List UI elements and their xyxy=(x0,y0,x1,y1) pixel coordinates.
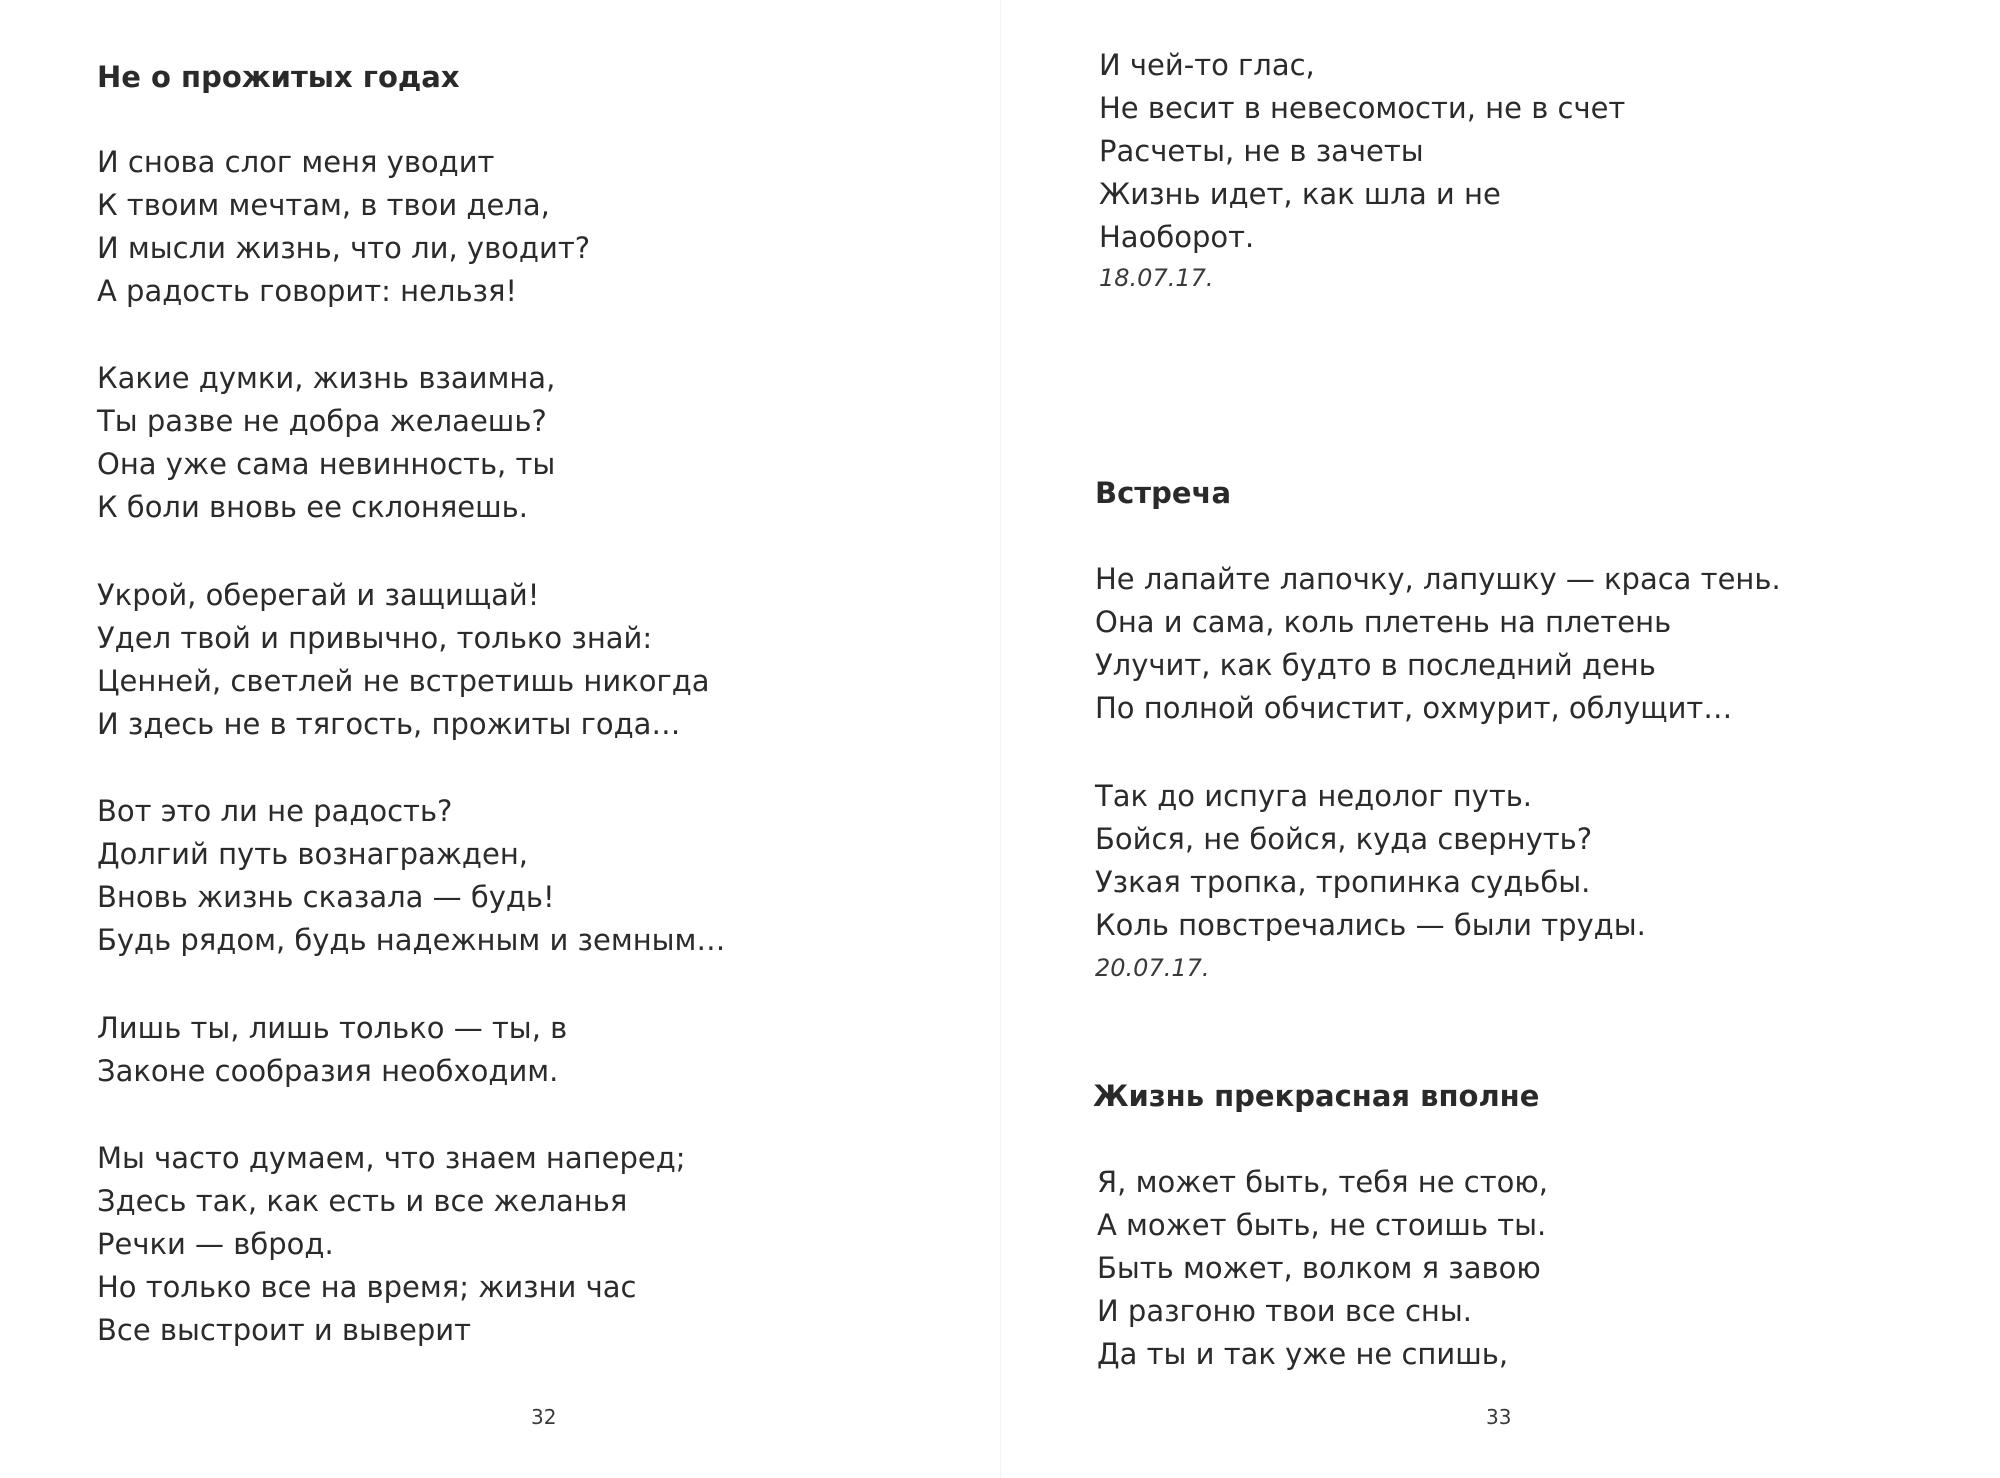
stanza xyxy=(97,1137,686,1352)
poem-date: 20.07.17. xyxy=(1095,954,1210,982)
poem-line: Она уже сама невинность, ты xyxy=(97,447,556,481)
poem-line: Лишь ты, лишь только — ты, в xyxy=(97,1011,568,1045)
poem-line: Не лапайте лапочку, лапушку — краса тень. xyxy=(1095,562,1781,596)
poem-line: Законе сообразия необходим. xyxy=(97,1054,559,1088)
poem-line: Узкая тропка, тропинка судьбы. xyxy=(1095,865,1591,899)
poem-line: И снова слог меня уводит xyxy=(97,145,495,179)
poem-line: Здесь так, как есть и все желанья xyxy=(97,1184,628,1218)
poem-line: Так до испуга недолог путь. xyxy=(1095,779,1533,813)
poem-line: Какие думки, жизнь взаимна, xyxy=(97,361,556,395)
poem-line: Речки — вброд. xyxy=(97,1227,334,1261)
stanza xyxy=(1095,775,1646,947)
poem-line: А может быть, не стоишь ты. xyxy=(1097,1208,1547,1242)
poem-line: И разгоню твои все сны. xyxy=(1097,1294,1472,1328)
poem-title: Жизнь прекрасная вполне xyxy=(1093,1079,1540,1113)
poem-line: Укрой, оберегай и защищай! xyxy=(97,578,540,612)
stanza xyxy=(97,141,590,313)
stanza xyxy=(97,790,725,962)
poem-line: Вот это ли не радость? xyxy=(97,794,453,828)
poem-line: И мысли жизнь, что ли, уводит? xyxy=(97,231,591,265)
poem-line: Вновь жизнь сказала — будь! xyxy=(97,880,555,914)
poem-line: Удел твой и привычно, только знай: xyxy=(97,621,653,655)
poem-line: Долгий путь вознагражден, xyxy=(97,837,529,871)
poem-line: Ты разве не добра желаешь? xyxy=(97,404,547,438)
stanza xyxy=(97,357,555,529)
stanza xyxy=(1099,44,1625,259)
poem-line: А радость говорит: нельзя! xyxy=(97,274,518,308)
stanza xyxy=(97,574,710,746)
stanza xyxy=(1097,1161,1548,1376)
poem-line: И чей-то глас, xyxy=(1099,48,1315,82)
poem-line: Быть может, волком я завою xyxy=(1097,1251,1541,1285)
poem-line: И здесь не в тягость, прожиты года… xyxy=(97,707,681,741)
poem-line: По полной обчистит, охмурит, облущит… xyxy=(1095,691,1733,725)
poem-line: Наоборот. xyxy=(1099,220,1255,254)
poem-line: Улучит, как будто в последний день xyxy=(1095,648,1656,682)
poem-line: Бойся, не бойся, куда свернуть? xyxy=(1095,822,1593,856)
poem-line: Жизнь идет, как шла и не xyxy=(1099,177,1501,211)
poem-line: Мы часто думаем, что знаем наперед; xyxy=(97,1141,686,1175)
poem-line: Будь рядом, будь надежным и земным… xyxy=(97,923,726,957)
poem-line: Не весит в невесомости, не в счет xyxy=(1099,91,1626,125)
poem-line: Все выстроит и выверит xyxy=(97,1313,471,1347)
poem-line: Она и сама, коль плетень на плетень xyxy=(1095,605,1672,639)
poem-line: К боли вновь ее склоняешь. xyxy=(97,490,528,524)
poem-title: Не о прожитых годах xyxy=(97,60,460,94)
poem-title: Встреча xyxy=(1095,476,1232,510)
stanza xyxy=(1095,558,1781,730)
poem-line: Коль повстречались — были труды. xyxy=(1095,908,1646,942)
poem-line: Но только все на время; жизни час xyxy=(97,1270,637,1304)
poem-line: К твоим мечтам, в твои дела, xyxy=(97,188,550,222)
page-number: 32 xyxy=(531,1405,557,1429)
poem-line: Расчеты, не в зачеты xyxy=(1099,134,1424,168)
stanza xyxy=(97,1007,567,1093)
page-number: 33 xyxy=(1486,1405,1512,1429)
poem-date: 18.07.17. xyxy=(1099,264,1214,292)
poem-line: Да ты и так уже не спишь, xyxy=(1097,1337,1509,1371)
poem-line: Ценней, светлей не встретишь никогда xyxy=(97,664,710,698)
poem-line: Я, может быть, тебя не стою, xyxy=(1097,1165,1549,1199)
right-page xyxy=(1000,0,2000,1478)
